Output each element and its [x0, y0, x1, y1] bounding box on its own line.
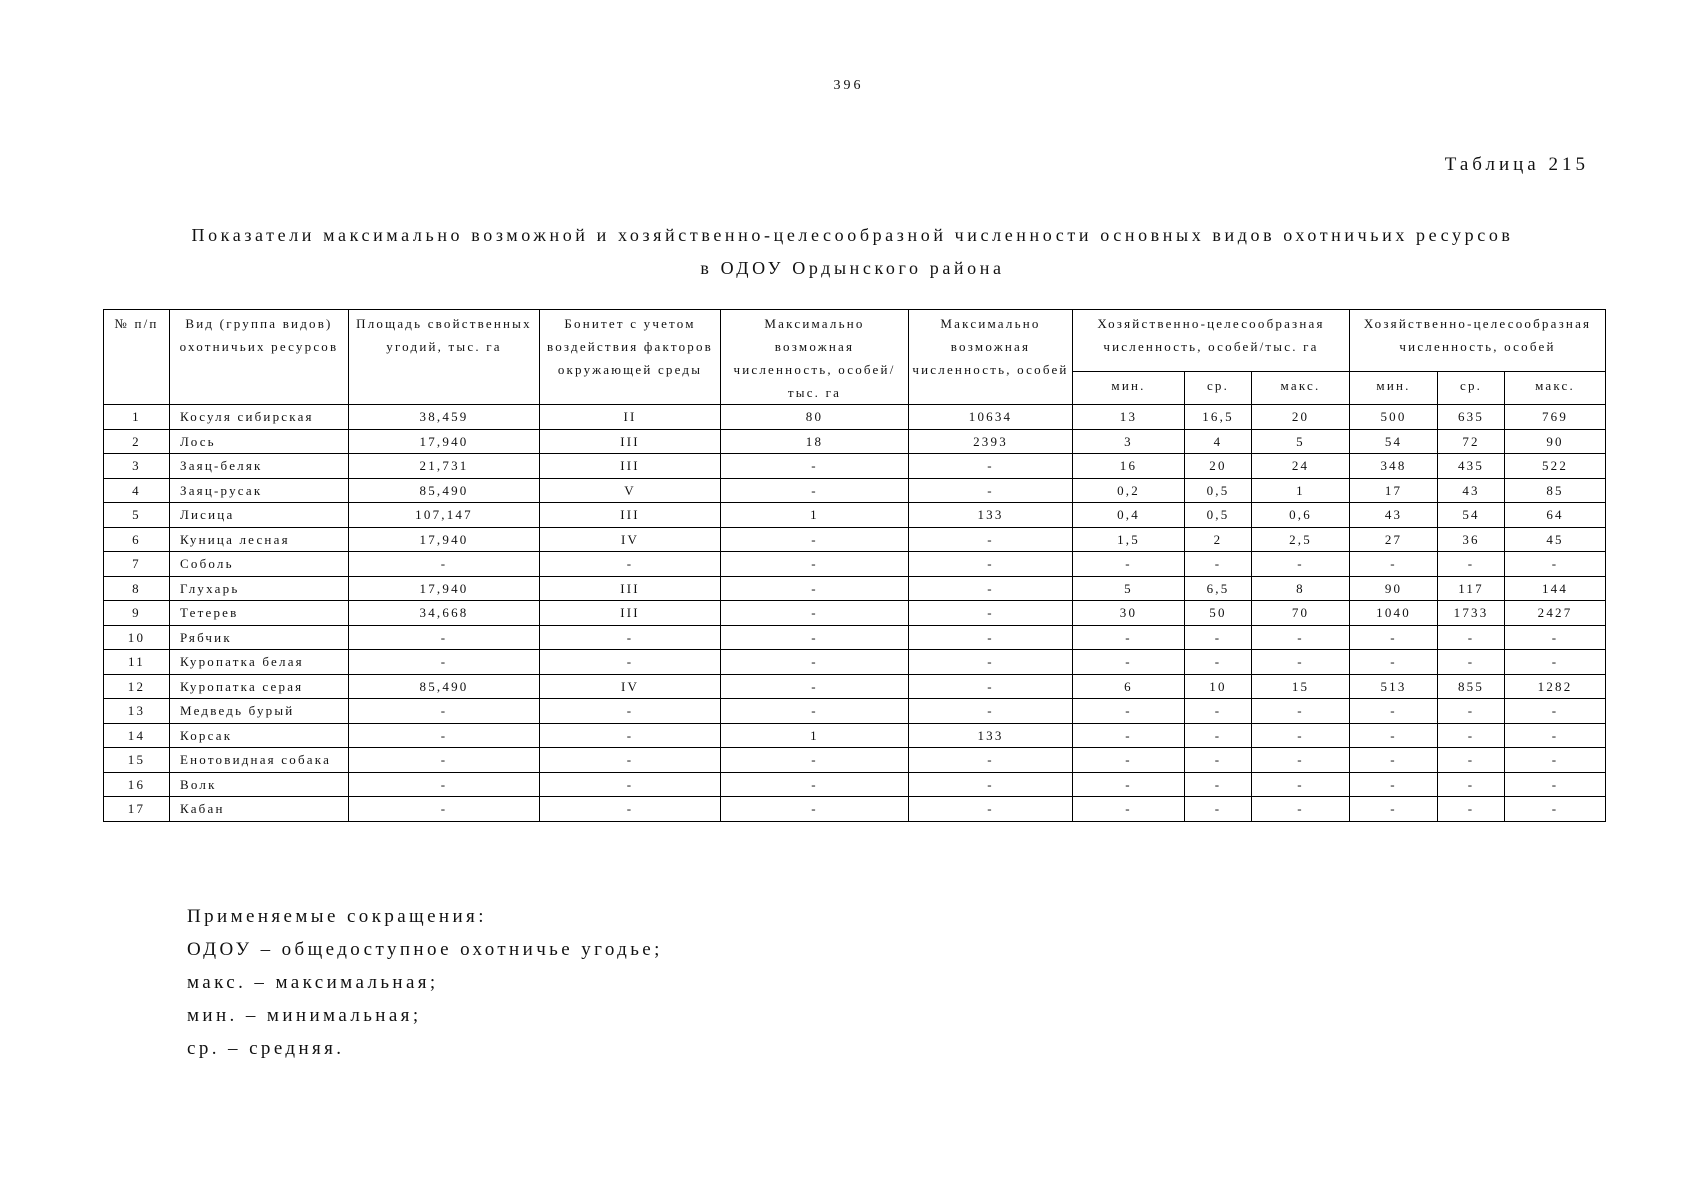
table-cell: Соболь: [170, 552, 349, 577]
header-econ-density-max: макс.: [1252, 372, 1350, 405]
table-cell: -: [1252, 552, 1350, 577]
table-cell: Кабан: [170, 797, 349, 822]
table-cell: 9: [104, 601, 170, 626]
header-econ-count: Хозяйственно-целесообразная численность, особей: [1350, 310, 1606, 372]
table-cell: -: [1350, 699, 1438, 724]
table-cell: 17,940: [349, 527, 540, 552]
table-cell: -: [1252, 748, 1350, 773]
table-cell: -: [1073, 699, 1185, 724]
table-cell: 2427: [1505, 601, 1606, 626]
table-cell: -: [721, 625, 909, 650]
table-row: [104, 454, 1606, 479]
table-cell: 10: [1185, 674, 1252, 699]
table-cell: -: [721, 699, 909, 724]
table-cell: -: [721, 552, 909, 577]
table-cell: -: [909, 748, 1073, 773]
table-cell: -: [1073, 650, 1185, 675]
table-cell: 0,4: [1073, 503, 1185, 528]
table-cell: Куропатка серая: [170, 674, 349, 699]
table-cell: III: [540, 429, 721, 454]
table-cell: -: [909, 454, 1073, 479]
header-max-count: Максимально возможная численность, особей: [909, 310, 1073, 405]
table-cell: -: [1185, 772, 1252, 797]
table-cell: 30: [1073, 601, 1185, 626]
table-cell: -: [1438, 772, 1505, 797]
header-econ-count-avg: ср.: [1438, 372, 1505, 405]
table-cell: -: [721, 772, 909, 797]
table-cell: -: [721, 650, 909, 675]
table-cell: -: [1252, 772, 1350, 797]
table-cell: -: [540, 625, 721, 650]
title-line-2: в ОДОУ Ордынского района: [700, 258, 1005, 278]
table-row: [104, 699, 1606, 724]
table-cell: -: [1438, 748, 1505, 773]
table-cell: 0,5: [1185, 478, 1252, 503]
table-cell: -: [721, 527, 909, 552]
table-cell: -: [1185, 552, 1252, 577]
table-row: [104, 478, 1606, 503]
table-cell: Лисица: [170, 503, 349, 528]
table-cell: -: [1505, 772, 1606, 797]
table-cell: 1733: [1438, 601, 1505, 626]
species-table: [103, 309, 1606, 822]
table-cell: -: [540, 797, 721, 822]
header-area: Площадь свойственных угодий, тыс. га: [349, 310, 540, 405]
table-cell: -: [1438, 552, 1505, 577]
table-cell: Рябчик: [170, 625, 349, 650]
table-cell: Корсак: [170, 723, 349, 748]
table-cell: 133: [909, 723, 1073, 748]
table-cell: 133: [909, 503, 1073, 528]
table-cell: -: [721, 601, 909, 626]
table-cell: 13: [1073, 405, 1185, 430]
table-cell: -: [1185, 797, 1252, 822]
table-cell: Енотовидная собака: [170, 748, 349, 773]
table-row: [104, 650, 1606, 675]
table-cell: -: [909, 772, 1073, 797]
table-cell: -: [721, 674, 909, 699]
table-cell: 16: [104, 772, 170, 797]
table-cell: Глухарь: [170, 576, 349, 601]
abbreviations-notes: [187, 900, 663, 1065]
table-cell: 1: [1252, 478, 1350, 503]
table-cell: -: [1073, 772, 1185, 797]
table-cell: -: [1252, 699, 1350, 724]
table-cell: 513: [1350, 674, 1438, 699]
table-cell: -: [349, 748, 540, 773]
table-cell: 43: [1350, 503, 1438, 528]
table-cell: -: [1185, 650, 1252, 675]
table-cell: 769: [1505, 405, 1606, 430]
table-cell: -: [1438, 650, 1505, 675]
table-cell: -: [1350, 797, 1438, 822]
table-cell: 27: [1350, 527, 1438, 552]
table-cell: -: [1252, 797, 1350, 822]
header-bonitet: Бонитет с учетом воздействия факторов окружающей среды: [540, 310, 721, 405]
table-cell: -: [540, 723, 721, 748]
table-cell: 635: [1438, 405, 1505, 430]
table-cell: 0,2: [1073, 478, 1185, 503]
table-cell: Лось: [170, 429, 349, 454]
table-cell: -: [909, 650, 1073, 675]
table-cell: 21,731: [349, 454, 540, 479]
table-row: [104, 503, 1606, 528]
table-cell: Волк: [170, 772, 349, 797]
table-cell: -: [349, 650, 540, 675]
table-cell: 34,668: [349, 601, 540, 626]
table-cell: -: [349, 552, 540, 577]
table-cell: 2,5: [1252, 527, 1350, 552]
table-cell: -: [1350, 650, 1438, 675]
table-cell: -: [909, 478, 1073, 503]
table-cell: 0,5: [1185, 503, 1252, 528]
table-cell: 10634: [909, 405, 1073, 430]
table-cell: -: [1350, 625, 1438, 650]
table-cell: 1040: [1350, 601, 1438, 626]
table-cell: 17: [104, 797, 170, 822]
table-row: [104, 552, 1606, 577]
table-cell: 144: [1505, 576, 1606, 601]
table-cell: -: [1185, 625, 1252, 650]
table-cell: 13: [104, 699, 170, 724]
table-cell: 8: [104, 576, 170, 601]
table-cell: 12: [104, 674, 170, 699]
table-cell: III: [540, 601, 721, 626]
table-cell: 15: [1252, 674, 1350, 699]
table-cell: -: [1505, 699, 1606, 724]
table-cell: -: [540, 552, 721, 577]
table-cell: II: [540, 405, 721, 430]
table-cell: -: [1185, 748, 1252, 773]
table-label: Таблица 215: [1444, 154, 1589, 175]
table-cell: 3: [1073, 429, 1185, 454]
page-number: 396: [833, 78, 864, 93]
table-cell: 435: [1438, 454, 1505, 479]
table-row: [104, 748, 1606, 773]
table-cell: -: [349, 699, 540, 724]
table-cell: 3: [104, 454, 170, 479]
table-cell: 20: [1252, 405, 1350, 430]
table-cell: -: [721, 748, 909, 773]
table-cell: -: [1073, 552, 1185, 577]
title-line-1: Показатели максимально возможной и хозяйственно-целесообразной численности основных видов охотничьих ресурсов: [191, 225, 1514, 245]
table-cell: 64: [1505, 503, 1606, 528]
note-item: ОДОУ – общедоступное охотничье угодье;: [187, 939, 663, 960]
table-cell: -: [1185, 699, 1252, 724]
table-cell: -: [909, 552, 1073, 577]
table-row: [104, 601, 1606, 626]
table-body: [104, 405, 1606, 822]
header-max-density: Максимально возможная численность, особей/тыс. га: [721, 310, 909, 405]
table-cell: 11: [104, 650, 170, 675]
header-econ-density-avg: ср.: [1185, 372, 1252, 405]
table-row: [104, 429, 1606, 454]
table-cell: 522: [1505, 454, 1606, 479]
header-econ-count-max: макс.: [1505, 372, 1606, 405]
table-cell: 5: [1073, 576, 1185, 601]
table-row: [104, 576, 1606, 601]
table-cell: 20: [1185, 454, 1252, 479]
table-cell: 90: [1505, 429, 1606, 454]
table-cell: Заяц-беляк: [170, 454, 349, 479]
table-cell: V: [540, 478, 721, 503]
header-econ-density-min: мин.: [1073, 372, 1185, 405]
table-cell: 38,459: [349, 405, 540, 430]
table-cell: 107,147: [349, 503, 540, 528]
table-cell: 10: [104, 625, 170, 650]
table-cell: -: [1252, 723, 1350, 748]
table-cell: 85,490: [349, 478, 540, 503]
table-cell: 43: [1438, 478, 1505, 503]
table-cell: -: [1073, 723, 1185, 748]
table-cell: -: [1438, 625, 1505, 650]
table-cell: 5: [104, 503, 170, 528]
table-cell: -: [1252, 625, 1350, 650]
table-cell: -: [1350, 552, 1438, 577]
table-cell: 2: [1185, 527, 1252, 552]
table-cell: -: [1350, 723, 1438, 748]
table-cell: -: [1252, 650, 1350, 675]
table-cell: -: [909, 797, 1073, 822]
table-cell: -: [1350, 772, 1438, 797]
table-cell: 1: [721, 503, 909, 528]
header-econ-count-min: мин.: [1350, 372, 1438, 405]
table-cell: 16,5: [1185, 405, 1252, 430]
table-cell: 24: [1252, 454, 1350, 479]
table-cell: 17,940: [349, 576, 540, 601]
table-cell: -: [1350, 748, 1438, 773]
table-cell: 1: [104, 405, 170, 430]
table-cell: -: [1185, 723, 1252, 748]
table-cell: 80: [721, 405, 909, 430]
table-cell: -: [909, 625, 1073, 650]
table-cell: -: [721, 478, 909, 503]
table-cell: -: [721, 454, 909, 479]
table-cell: III: [540, 503, 721, 528]
table-cell: 5: [1252, 429, 1350, 454]
table-cell: 6: [1073, 674, 1185, 699]
table-cell: 90: [1350, 576, 1438, 601]
note-item: макс. – максимальная;: [187, 972, 439, 993]
table-cell: 4: [1185, 429, 1252, 454]
table-cell: -: [349, 625, 540, 650]
table-cell: -: [909, 674, 1073, 699]
table-cell: IV: [540, 674, 721, 699]
table-cell: -: [540, 772, 721, 797]
table-cell: 1,5: [1073, 527, 1185, 552]
table-cell: -: [1505, 723, 1606, 748]
table-cell: -: [1505, 650, 1606, 675]
table-cell: IV: [540, 527, 721, 552]
table-cell: -: [909, 527, 1073, 552]
table-cell: 348: [1350, 454, 1438, 479]
table-cell: 8: [1252, 576, 1350, 601]
table-cell: -: [909, 699, 1073, 724]
table-cell: 1: [721, 723, 909, 748]
table-cell: III: [540, 576, 721, 601]
table-row: [104, 723, 1606, 748]
table-cell: Медведь бурый: [170, 699, 349, 724]
table-cell: -: [721, 797, 909, 822]
table-cell: -: [349, 723, 540, 748]
table-cell: 50: [1185, 601, 1252, 626]
table-cell: -: [540, 748, 721, 773]
table-cell: 7: [104, 552, 170, 577]
table-cell: -: [349, 772, 540, 797]
table-cell: -: [909, 601, 1073, 626]
note-item: мин. – минимальная;: [187, 1005, 422, 1026]
table-row: [104, 772, 1606, 797]
table-cell: 6: [104, 527, 170, 552]
table-cell: -: [1073, 797, 1185, 822]
table-cell: 500: [1350, 405, 1438, 430]
table-row: [104, 625, 1606, 650]
table-cell: -: [721, 576, 909, 601]
table-cell: -: [1438, 699, 1505, 724]
table-cell: -: [909, 576, 1073, 601]
table-cell: Куропатка белая: [170, 650, 349, 675]
table-cell: 2393: [909, 429, 1073, 454]
table-row: [104, 527, 1606, 552]
table-cell: -: [1505, 748, 1606, 773]
table-cell: 70: [1252, 601, 1350, 626]
table-cell: -: [349, 797, 540, 822]
table-cell: 14: [104, 723, 170, 748]
table-cell: 72: [1438, 429, 1505, 454]
table-cell: -: [1505, 625, 1606, 650]
header-num: № п/п: [104, 310, 170, 405]
table-cell: 85,490: [349, 674, 540, 699]
table-cell: 0,6: [1252, 503, 1350, 528]
table-cell: -: [540, 699, 721, 724]
table-cell: 54: [1350, 429, 1438, 454]
table-cell: Куница лесная: [170, 527, 349, 552]
table-cell: III: [540, 454, 721, 479]
table-row: [104, 797, 1606, 822]
table-cell: -: [1073, 625, 1185, 650]
table-cell: Косуля сибирская: [170, 405, 349, 430]
table-cell: 18: [721, 429, 909, 454]
table-cell: -: [1505, 797, 1606, 822]
notes-heading: Применяемые сокращения:: [187, 906, 487, 927]
table-cell: 855: [1438, 674, 1505, 699]
table-cell: 36: [1438, 527, 1505, 552]
table-cell: 16: [1073, 454, 1185, 479]
table-cell: 2: [104, 429, 170, 454]
table-cell: 54: [1438, 503, 1505, 528]
table-row: [104, 674, 1606, 699]
table-cell: -: [1438, 723, 1505, 748]
table-cell: 17,940: [349, 429, 540, 454]
table-cell: 6,5: [1185, 576, 1252, 601]
table-cell: -: [1505, 552, 1606, 577]
table-cell: -: [1438, 797, 1505, 822]
table-cell: 85: [1505, 478, 1606, 503]
table-cell: 45: [1505, 527, 1606, 552]
header-econ-density: Хозяйственно-целесообразная численность, особей/тыс. га: [1073, 310, 1350, 372]
table-cell: Тетерев: [170, 601, 349, 626]
table-cell: 117: [1438, 576, 1505, 601]
table-cell: -: [540, 650, 721, 675]
table-cell: Заяц-русак: [170, 478, 349, 503]
table-cell: 15: [104, 748, 170, 773]
table-row: [104, 405, 1606, 430]
header-species: Вид (группа видов) охотничьих ресурсов: [170, 310, 349, 405]
table-cell: 4: [104, 478, 170, 503]
table-cell: -: [1073, 748, 1185, 773]
document-title: [100, 219, 1605, 285]
table-cell: 17: [1350, 478, 1438, 503]
note-item: ср. – средняя.: [187, 1038, 345, 1059]
table-cell: 1282: [1505, 674, 1606, 699]
